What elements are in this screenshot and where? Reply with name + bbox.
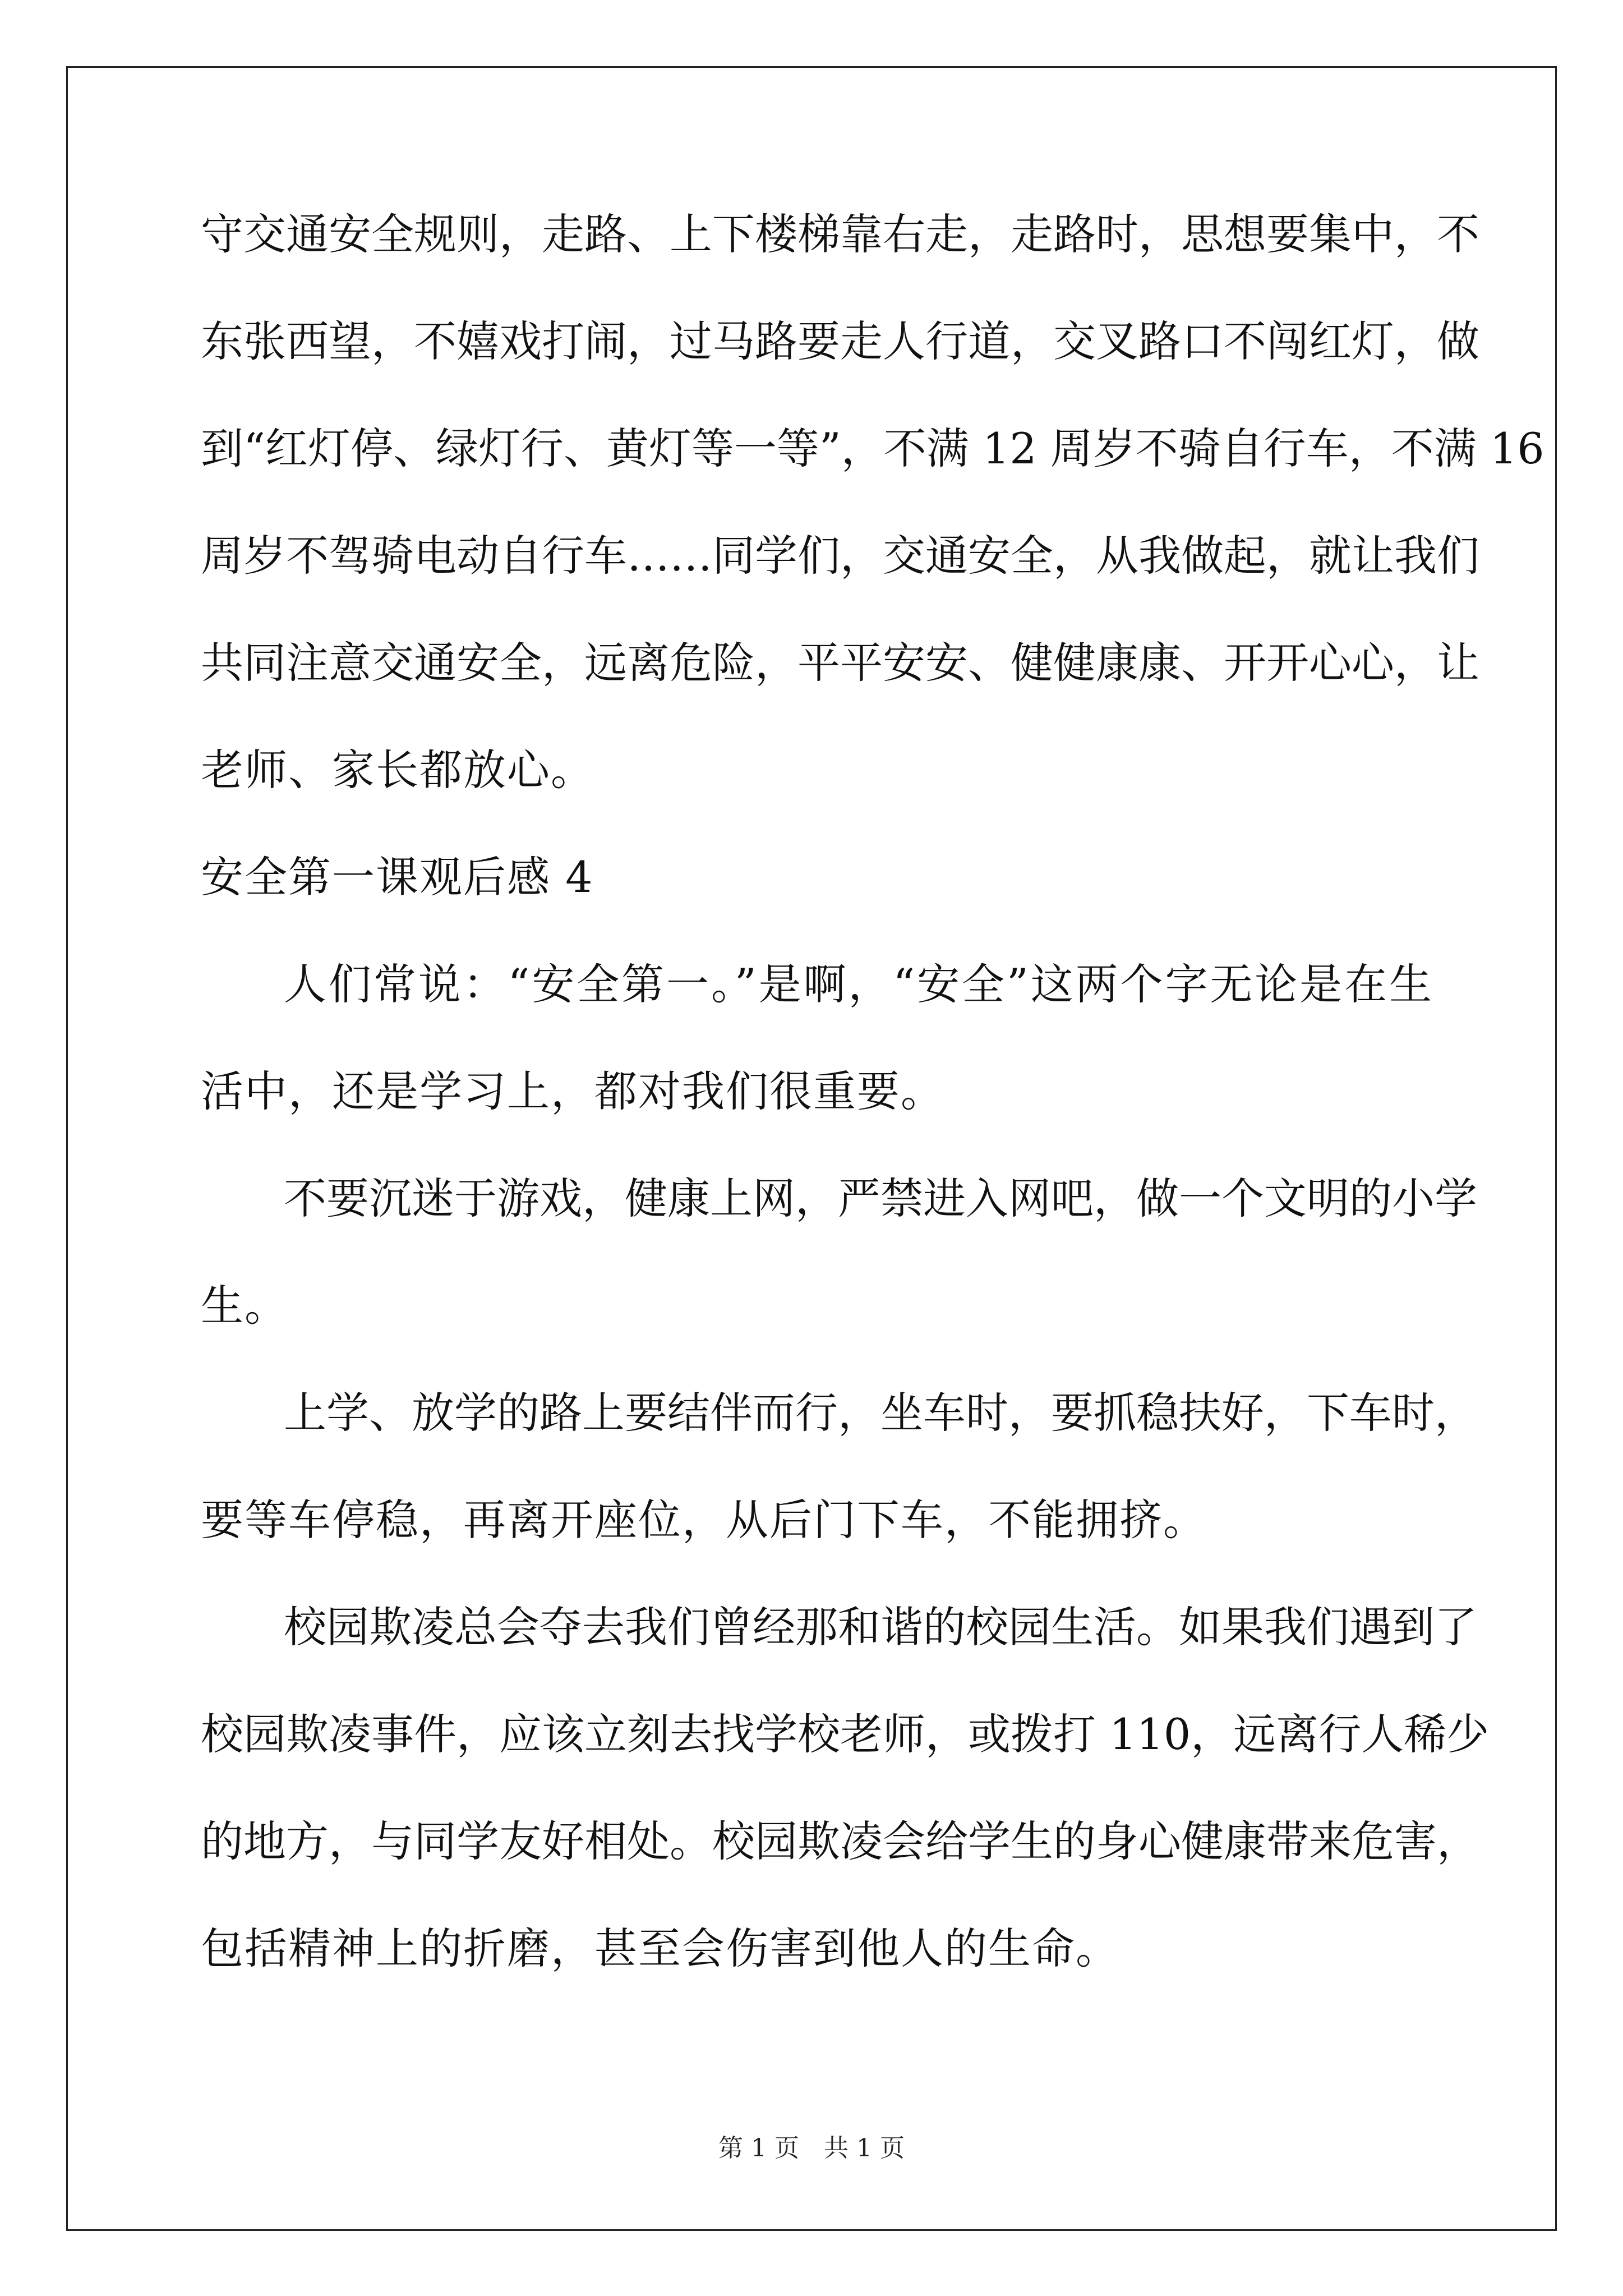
body-line: 要等车停稳，再离开座位，从后门下车，不能拥挤。 (201, 1495, 1207, 1545)
page-total: 共 1 页 (824, 2134, 905, 2162)
paragraph-line: 上学、放学的路上要结伴而行，坐车时，要抓稳扶好，下车时， (284, 1388, 1477, 1438)
body-line: 生。 (201, 1281, 288, 1331)
paragraph-line: 不要沉迷于游戏，健康上网，严禁进入网吧，做一个文明的小学 (284, 1174, 1477, 1223)
section-heading: 安全第一课观后感 4 (201, 852, 594, 902)
page-number: 第 1 页 (718, 2134, 799, 2162)
body-line: 到“红灯停、绿灯行、黄灯等一等”，不满 12 周岁不骑自行车，不满 16 (201, 424, 1544, 473)
body-line: 东张西望，不嬉戏打闹，过马路要走人行道，交叉路口不闯红灯，做 (201, 316, 1479, 366)
body-line: 周岁不驾骑电动自行车……同学们，交通安全，从我做起，就让我们 (201, 531, 1479, 581)
page-footer (0, 2136, 1623, 2161)
paragraph-line: 校园欺凌总会夺去我们曾经那和谐的校园生活。如果我们遇到了 (284, 1602, 1477, 1652)
body-line: 的地方，与同学友好相处。校园欺凌会给学生的身心健康带来危害， (201, 1816, 1479, 1866)
body-line: 活中，还是学习上，都对我们很重要。 (201, 1066, 944, 1116)
body-line: 包括精神上的折磨，甚至会伤害到他人的生命。 (201, 1924, 1119, 1973)
body-line: 校园欺凌事件，应该立刻去找学校老师，或拨打 110，远离行人稀少 (201, 1709, 1490, 1759)
body-line: 老师、家长都放心。 (201, 745, 594, 795)
paragraph-line: 人们常说：“安全第一。”是啊，“安全”这两个字无论是在生 (284, 959, 1432, 1009)
body-line: 守交通安全规则，走路、上下楼梯靠右走，走路时，思想要集中，不 (201, 209, 1479, 259)
document-body (201, 209, 1544, 2035)
body-line: 共同注意交通安全，远离危险，平平安安、健健康康、开开心心，让 (201, 638, 1479, 688)
